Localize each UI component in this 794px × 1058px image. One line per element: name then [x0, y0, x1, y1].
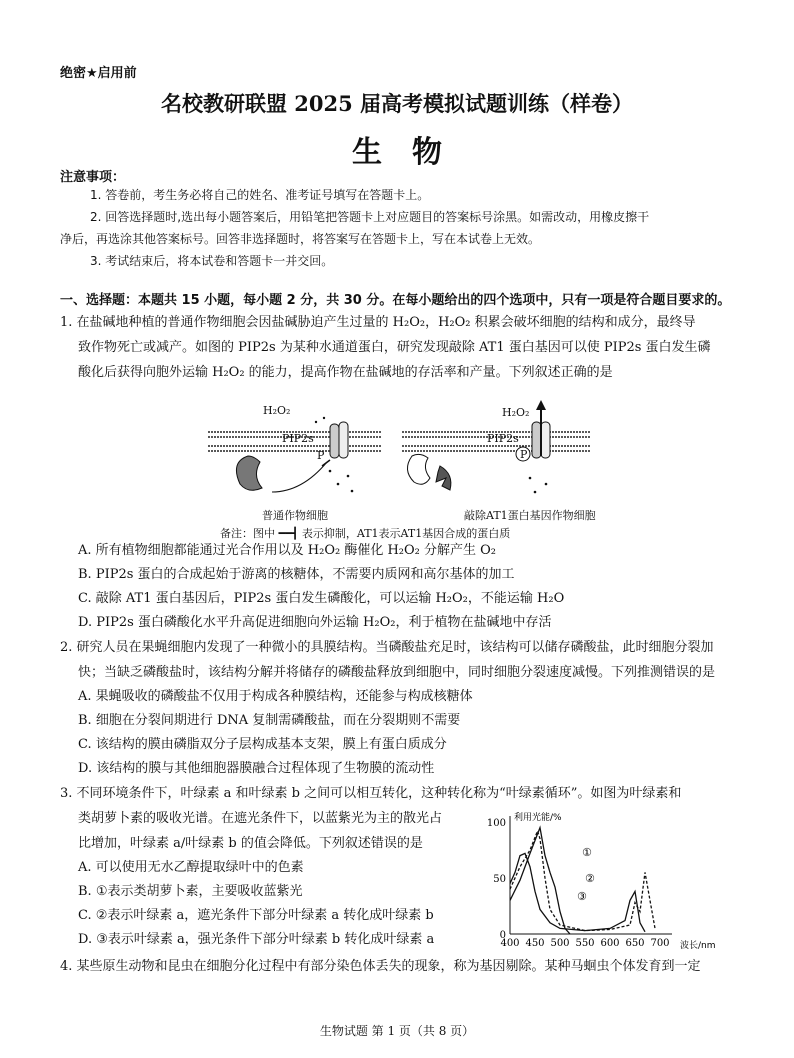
q3-line-3: 比增加，叶绿素 a/叶绿素 b 的值会降低。下列叙述错误的是: [78, 836, 423, 851]
q2-line-1: 2. 研究人员在果蝇细胞内发现了一种微小的具膜结构。当磷酸盐充足时，该结构可以储存磷酸盐，此时细胞分裂加: [60, 640, 714, 655]
q2-option-d: D. 该结构的膜与其他细胞器膜融合过程体现了生物膜的流动性: [78, 761, 435, 776]
subject-title: 生物: [352, 135, 472, 170]
q1-option-d: D. PIP2s 蛋白磷酸化水平升高促进细胞向外运输 H₂O₂，利于植物在盐碱地中存活: [78, 615, 552, 630]
absorption-spectrum-chart: [480, 808, 742, 950]
left-pip-label: PIP2s: [282, 432, 314, 445]
x-tick-label-6: 700: [650, 938, 670, 949]
q3-option-b: B. ①表示类胡萝卜素，主要吸收蓝紫光: [78, 884, 303, 899]
q1-option-a: A. 所有植物细胞都能通过光合作用以及 H₂O₂ 酶催化 H₂O₂ 分解产生 O₂: [78, 543, 497, 558]
figure-note: 备注：图中 ━━┫ 表示抑制，AT1表示AT1基因合成的蛋白质: [220, 527, 511, 540]
q4-line-1: 4. 某些原生动物和昆虫在细胞分化过程中有部分染色体丢失的现象，称为基因剔除。某种马蛔虫个体发育到一定: [60, 959, 701, 974]
notes-heading: 注意事项：: [60, 170, 126, 185]
left-p-label: P: [317, 449, 325, 462]
right-cell-membrane: [402, 400, 590, 493]
right-h2o2-label: H₂O₂: [502, 406, 530, 419]
left-cell-membrane: [208, 417, 382, 493]
secret-label: 绝密★启用前: [60, 66, 137, 81]
q2-line-2: 快；当缺乏磷酸盐时，该结构分解并将储存的磷酸盐释放到细胞中，同时细胞分裂速度减慢。下列推测错误的是: [78, 665, 716, 680]
q2-option-a: A. 果蝇吸收的磷酸盐不仅用于构成各种膜结构，还能参与构成核糖体: [78, 689, 473, 704]
series-label-2: ②: [585, 872, 595, 885]
section-heading: 一、选择题：本题共 15 小题，每小题 2 分，共 30 分。在每小题给出的四个选项中，只有一项是符合题目要求的。: [60, 293, 731, 308]
q2-option-b: B. 细胞在分裂间期进行 DNA 复制需磷酸盐，而在分裂期则不需要: [78, 713, 461, 728]
x-tick-label-1: 450: [525, 938, 545, 949]
q3-option-a: A. 可以使用无水乙醇提取绿叶中的色素: [78, 860, 304, 875]
right-p-label: P: [520, 448, 528, 461]
q3-option-d: D. ③表示叶绿素 a，强光条件下部分叶绿素 b 转化成叶绿素 a: [78, 932, 435, 947]
q2-option-c: C. 该结构的膜由磷脂双分子层构成基本支架，膜上有蛋白质成分: [78, 737, 447, 752]
x-tick-label-2: 500: [550, 938, 570, 949]
q1-line-2: 致作物死亡或减产。如图的 PIP2s 为某种水通道蛋白，研究发现敲除 AT1 蛋白基因可以使 PIP2s 蛋白发生磷: [78, 340, 711, 355]
q3-line-2: 类胡萝卜素的吸收光谱。在遮光条件下，以蓝紫光为主的散光占: [78, 811, 443, 826]
x-axis-label: 波长/nm: [680, 941, 716, 950]
q3-line-1: 3. 不同环境条件下，叶绿素 a 和叶绿素 b 之间可以相互转化，这种转化称为“叶绿素循环”。如图为叶绿素和: [60, 786, 682, 801]
series-label-1: ①: [582, 846, 592, 859]
x-tick-label-3: 550: [575, 938, 595, 949]
q1-line-3: 酸化后获得向胞外运输 H₂O₂ 的能力，提高作物在盐碱地的存活率和产量。下列叙述正确的是: [78, 365, 613, 380]
q1-option-b: B. PIP2s 蛋白的合成起始于游离的核糖体，不需要内质网和高尔基体的加工: [78, 567, 515, 582]
x-tick-label-5: 650: [625, 938, 645, 949]
y-axis-label: 利用光能/%: [514, 813, 562, 823]
exam-title: 名校教研联盟 2025 届高考模拟试题训练（样卷）: [160, 91, 634, 116]
y-tick-label-0: 0: [499, 930, 506, 941]
y-tick-label-1: 50: [493, 874, 506, 885]
x-tick-label-4: 600: [600, 938, 620, 949]
note-item-2: 2. 回答选择题时,选出每小题答案后，用铅笔把答题卡上对应题目的答案标号涂黑。如需改动，用橡皮擦干: [90, 210, 650, 224]
x-tick-label-0: 400: [500, 938, 520, 949]
y-tick-label-2: 100: [486, 818, 506, 829]
note-item-3: 3. 考试结束后，将本试卷和答题卡一并交回。: [90, 254, 334, 268]
note-item-1: 1. 答卷前，考生务必将自己的姓名、准考证号填写在答题卡上。: [90, 188, 430, 202]
q3-option-c: C. ②表示叶绿素 a，遮光条件下部分叶绿素 a 转化成叶绿素 b: [78, 908, 434, 923]
left-h2o2-label: H₂O₂: [263, 404, 291, 417]
note-item-2-cont: 净后，再选涂其他答案标号。回答非选择题时，将答案写在答题卡上，写在本试卷上无效。: [60, 232, 541, 246]
left-caption: 普通作物细胞: [262, 509, 328, 522]
q1-line-1: 1. 在盐碱地种植的普通作物细胞会因盐碱胁迫产生过量的 H₂O₂，H₂O₂ 积累会破坏细胞的结构和成分，最终导: [60, 315, 696, 330]
series-label-3: ③: [577, 890, 587, 903]
right-pip-label: PIP2s: [487, 432, 519, 445]
q1-option-c: C. 敲除 AT1 蛋白基因后，PIP2s 蛋白发生磷酸化，可以运输 H₂O₂，不能运输 H₂O: [78, 591, 565, 606]
right-caption: 敲除AT1蛋白基因作物细胞: [464, 509, 596, 522]
page-footer: 生物试题 第 1 页（共 8 页）: [319, 1024, 475, 1038]
